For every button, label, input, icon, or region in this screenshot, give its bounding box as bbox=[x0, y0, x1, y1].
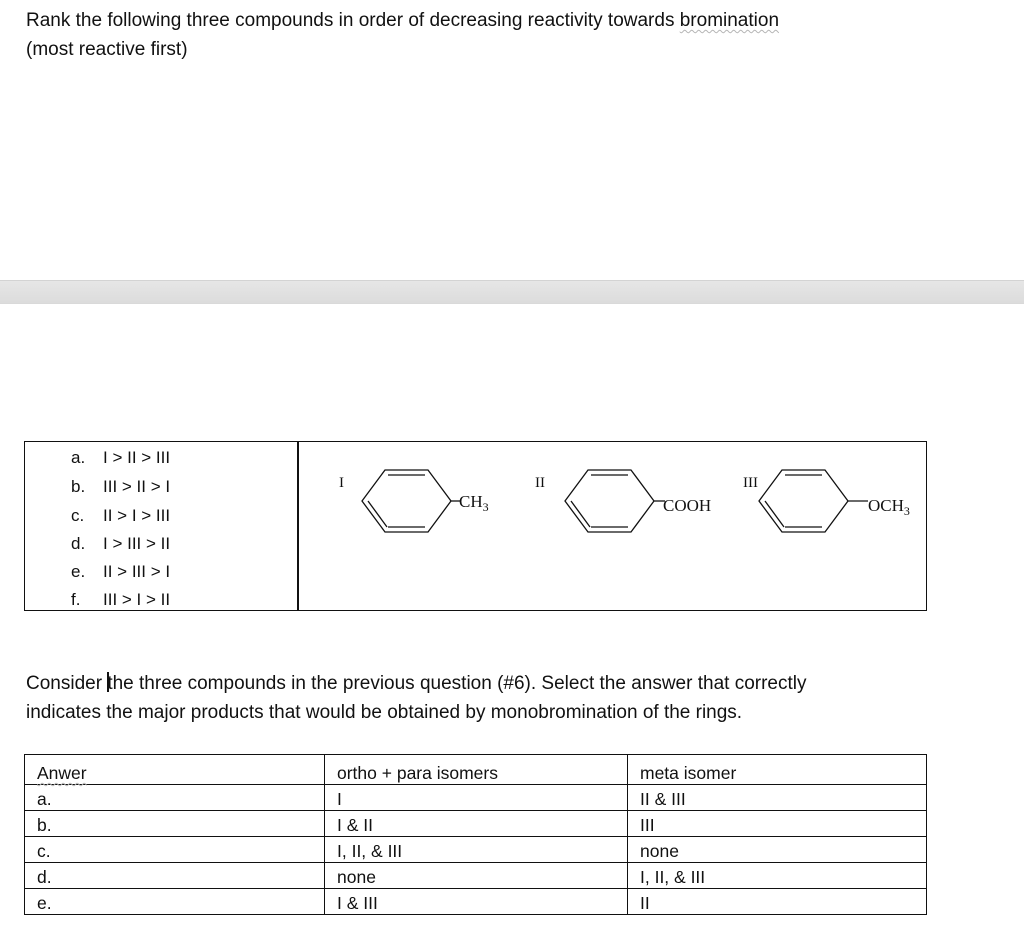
row-meta: II bbox=[628, 889, 927, 915]
question-1-line-1: Rank the following three compounds in order of decreasing reactivity towards bromination bbox=[26, 10, 780, 31]
page-break-divider bbox=[0, 280, 1024, 304]
row-letter: b. bbox=[25, 811, 325, 837]
question-2-line-1: Consider the three compounds in the previous question (#6). Select the answer that correctly bbox=[26, 673, 807, 694]
answer-table bbox=[24, 754, 927, 915]
compound-ii bbox=[535, 470, 711, 532]
choice-c: c. II > I > III bbox=[71, 506, 171, 525]
choice-f: f. III > I > II bbox=[71, 590, 171, 609]
benzene-ring-icon bbox=[565, 470, 665, 532]
compound-iii bbox=[743, 470, 910, 532]
compound-i bbox=[339, 470, 489, 532]
row-letter: d. bbox=[25, 863, 325, 889]
question-1-line-2: (most reactive first) bbox=[26, 39, 188, 60]
benzene-ring-icon bbox=[759, 470, 868, 532]
svg-text:CH3: $CH_3$ bbox=[459, 492, 489, 514]
row-meta: III bbox=[628, 811, 927, 837]
svg-text:OCH3: $OCH_3$ bbox=[868, 496, 910, 518]
question-2-line-2: indicates the major products that would be obtained by monobromination of the rings. bbox=[26, 702, 743, 723]
table-row bbox=[25, 889, 927, 915]
row-ortho-para: I, II, & III bbox=[325, 837, 628, 863]
row-ortho-para: I & II bbox=[325, 811, 628, 837]
question-2 bbox=[26, 669, 807, 727]
row-ortho-para: I bbox=[325, 785, 628, 811]
choice-d: d. I > III > II bbox=[71, 534, 171, 553]
row-letter: a. bbox=[25, 785, 325, 811]
table-row bbox=[25, 863, 927, 889]
choice-e: e. II > III > I bbox=[71, 562, 171, 581]
svg-text:I: I bbox=[339, 475, 344, 491]
svg-text:COOH: COOH bbox=[663, 496, 712, 515]
row-meta: I, II, & III bbox=[628, 863, 927, 889]
row-ortho-para: I & III bbox=[325, 889, 628, 915]
row-ortho-para: none bbox=[325, 863, 628, 889]
svg-text:II: II bbox=[535, 475, 545, 491]
row-meta: none bbox=[628, 837, 927, 863]
table-row bbox=[25, 785, 927, 811]
row-letter: c. bbox=[25, 837, 325, 863]
choice-a: a. I > II > III bbox=[71, 448, 171, 467]
table-header-row bbox=[25, 755, 927, 785]
question-1 bbox=[26, 6, 779, 64]
row-letter: e. bbox=[25, 889, 325, 915]
header-meta: meta isomer bbox=[628, 755, 927, 785]
table-row bbox=[25, 837, 927, 863]
row-meta: II & III bbox=[628, 785, 927, 811]
compound-structures bbox=[299, 442, 927, 608]
benzene-ring-icon bbox=[362, 470, 460, 532]
header-ortho-para: ortho + para isomers bbox=[325, 755, 628, 785]
header-answer: Anwer bbox=[25, 755, 325, 785]
svg-text:III: III bbox=[743, 475, 758, 491]
spellcheck-word: bromination bbox=[679, 10, 780, 31]
table-row bbox=[25, 811, 927, 837]
choice-b: b. III > II > I bbox=[71, 477, 171, 496]
question-1-table bbox=[24, 441, 927, 611]
